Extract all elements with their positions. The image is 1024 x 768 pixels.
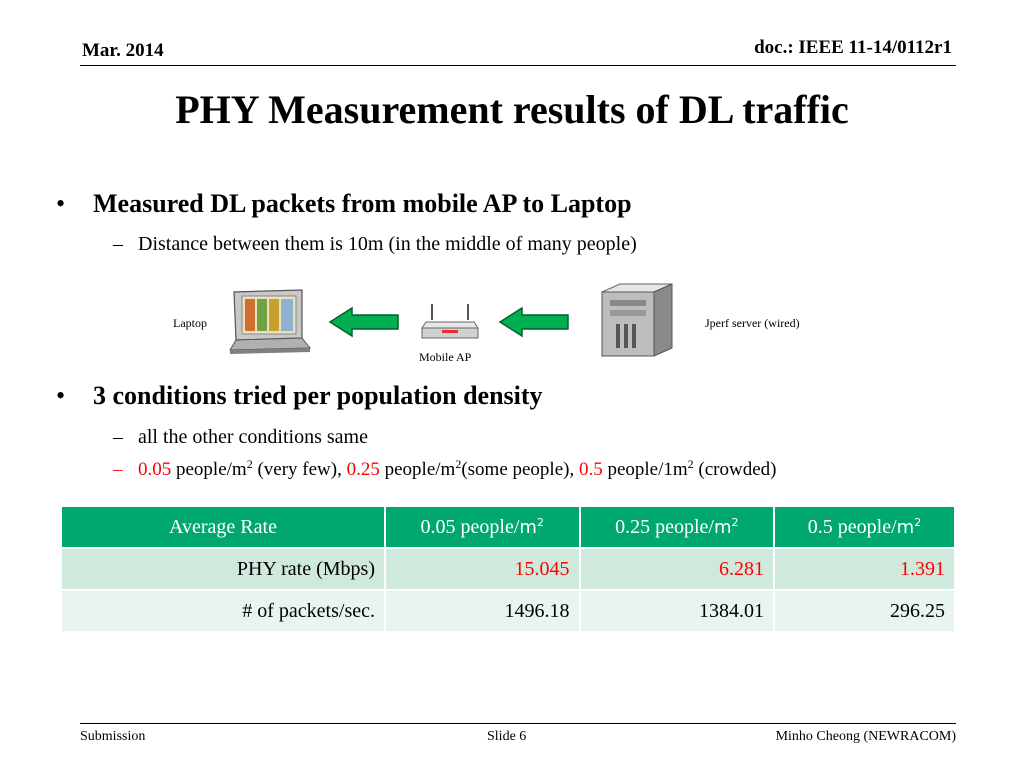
phy-rate-005: 15.045 xyxy=(385,548,580,590)
density-value-3: 0.5 xyxy=(578,459,603,480)
bullet-2-sub-1-text: all the other conditions same xyxy=(138,426,368,448)
laptop-icon xyxy=(230,290,310,354)
density-value-2: 0.25 xyxy=(346,459,380,480)
server-label: Jperf server (wired) xyxy=(705,316,800,330)
density-conditions-line: – 0.05 people/$m^2$ (very few), 0.25 people/$m^2(some$ people), 0.5 people/$1m^2$ (crowded) xyxy=(113,457,777,480)
laptop-label: Laptop xyxy=(173,316,207,330)
header-average-rate: Average Rate xyxy=(61,506,385,548)
header-doc-id: doc.: IEEE 11-14/0112r1 xyxy=(754,37,952,58)
table-header-row xyxy=(61,506,955,548)
footer-submission: Submission xyxy=(80,729,146,744)
phy-rate-025: 6.281 xyxy=(580,548,775,590)
header-density-005: 0.05 people/$m^2$ xyxy=(385,506,580,548)
bullet-2-sub-1: – all the other conditions same xyxy=(113,426,368,448)
bullet-dot: • xyxy=(56,189,66,218)
table-row xyxy=(61,548,955,590)
server-icon xyxy=(602,284,672,356)
mobile-ap-label: Mobile AP xyxy=(419,350,472,364)
network-diagram xyxy=(150,282,870,372)
header-density-025: 0.25 people/$m^2$ xyxy=(580,506,775,548)
table-row xyxy=(61,590,955,632)
arrow-server-to-ap xyxy=(500,308,568,336)
packets-05: 296.25 xyxy=(774,590,955,632)
arrow-ap-to-laptop xyxy=(330,308,398,336)
results-table xyxy=(60,505,956,633)
density-value-1: 0.05 xyxy=(138,459,172,480)
row-label-packets: # of packets/sec. xyxy=(61,590,385,632)
bullet-1-sub-1-text: Distance between them is 10m (in the middle of many people) xyxy=(138,233,637,255)
header-divider xyxy=(80,65,956,66)
bullet-1 xyxy=(56,189,632,219)
footer-slide-number: Slide 6 xyxy=(487,729,527,744)
slide-title: PHY Measurement results of DL traffic xyxy=(175,87,849,132)
header-density-05: 0.5 people/$m^2$ xyxy=(774,506,955,548)
bullet-1-sub-1: – Distance between them is 10m (in the middle of many people) xyxy=(113,233,637,255)
bullet-1-text: Measured DL packets from mobile AP to Laptop xyxy=(93,189,632,218)
router-icon xyxy=(422,304,478,338)
phy-rate-05: 1.391 xyxy=(774,548,955,590)
bullet-2 xyxy=(56,381,543,411)
packets-025: 1384.01 xyxy=(580,590,775,632)
footer-divider xyxy=(80,723,956,724)
bullet-2-text: 3 conditions tried per population density xyxy=(93,381,543,410)
row-label-phy-rate: PHY rate (Mbps) xyxy=(61,548,385,590)
header-date: Mar. 2014 xyxy=(82,40,164,61)
packets-005: 1496.18 xyxy=(385,590,580,632)
footer-author: Minho Cheong (NEWRACOM) xyxy=(775,729,956,744)
bullet-dot: • xyxy=(56,381,66,410)
